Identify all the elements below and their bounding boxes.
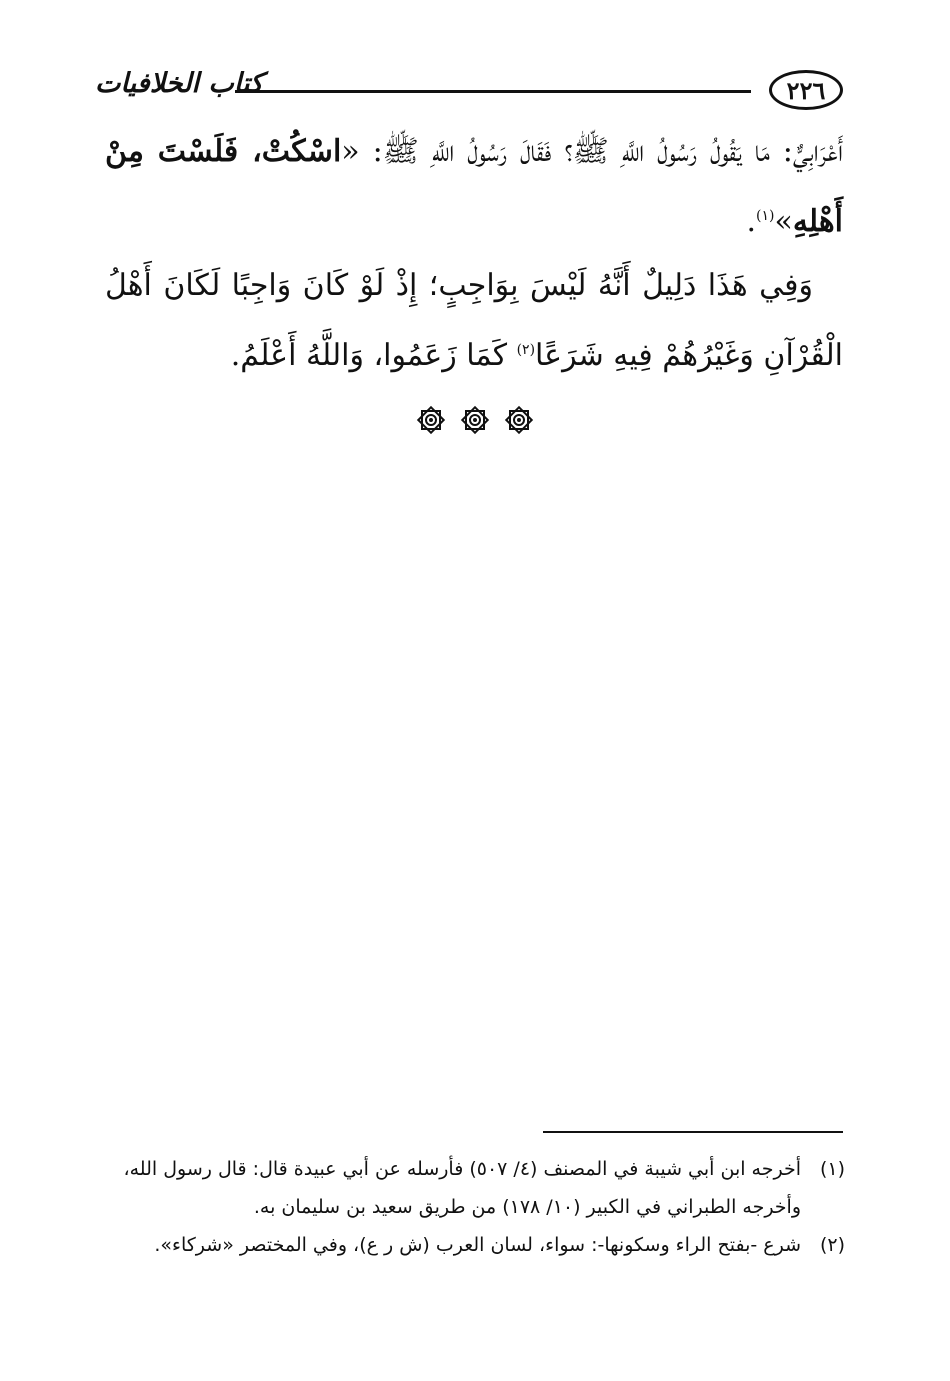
page-number-badge <box>769 70 843 110</box>
footnote-line: شرع -بفتح الراء وسكونها-: سواء، لسان العرب (ش ر ع)، وفي المختصر «شركاء». <box>154 1234 801 1256</box>
paragraph-1-tail: . <box>746 204 756 239</box>
page-header <box>95 62 843 122</box>
paragraph-2 <box>105 254 843 388</box>
footnote-1 <box>100 1150 845 1226</box>
footnote-number: (١) <box>819 1158 845 1180</box>
footnote-text <box>100 1226 801 1264</box>
footnote-2 <box>100 1226 845 1264</box>
footnote-line: أخرجه ابن أبي شيبة في المصنف (٤/ ٥٠٧) فأرسله عن أبي عبيدة قال: قال رسول الله، <box>123 1158 801 1180</box>
ornament-icon <box>415 404 447 436</box>
footnote-text <box>100 1150 801 1226</box>
section-ornaments <box>0 404 950 436</box>
ornament-icon <box>459 404 491 436</box>
header-rule <box>235 90 751 93</box>
main-text <box>105 120 843 388</box>
quote-bold-text: اسْكُتْ، فَلَسْتَ مِنْ أَهْلِهِ <box>105 134 843 239</box>
paragraph-2-tail: كَمَا زَعَمُوا، وَاللَّهُ أَعْلَمُ. <box>230 338 517 373</box>
page-number: ٢٢٦ <box>786 75 826 105</box>
footnote-number: (٢) <box>819 1234 845 1256</box>
footnote-separator <box>543 1131 843 1133</box>
paragraph-2-text: وَفِي هَذَا دَلِيلٌ أَنَّهُ لَيْسَ بِوَاجِبٍ؛ إِذْ لَوْ كَانَ وَاجِبًا لَكَانَ أَهْلُ الْقُرْآنِ وَغَيْرُهُمْ فِيهِ شَرَعًا <box>105 268 843 373</box>
footnote-ref-2[interactable]: (٢) <box>516 342 536 358</box>
ornament-icon <box>503 404 535 436</box>
footnotes <box>100 1150 845 1264</box>
paragraph-1-text: أَعْرَابِيٌّ: مَا يَقُولُ رَسُولُ اللَّهِ ﷺ؟ فَقَالَ رَسُولُ اللَّهِ ﷺ: « <box>341 134 843 169</box>
footnote-line: وأخرجه الطبراني في الكبير (١٠/ ١٧٨) من طريق سعيد بن سليمان به. <box>253 1196 801 1218</box>
quote-close: » <box>774 204 793 239</box>
footnote-ref-1[interactable]: (١) <box>756 208 775 224</box>
paragraph-1 <box>105 120 843 254</box>
book-title: كتاب الخلافيات <box>95 68 264 99</box>
